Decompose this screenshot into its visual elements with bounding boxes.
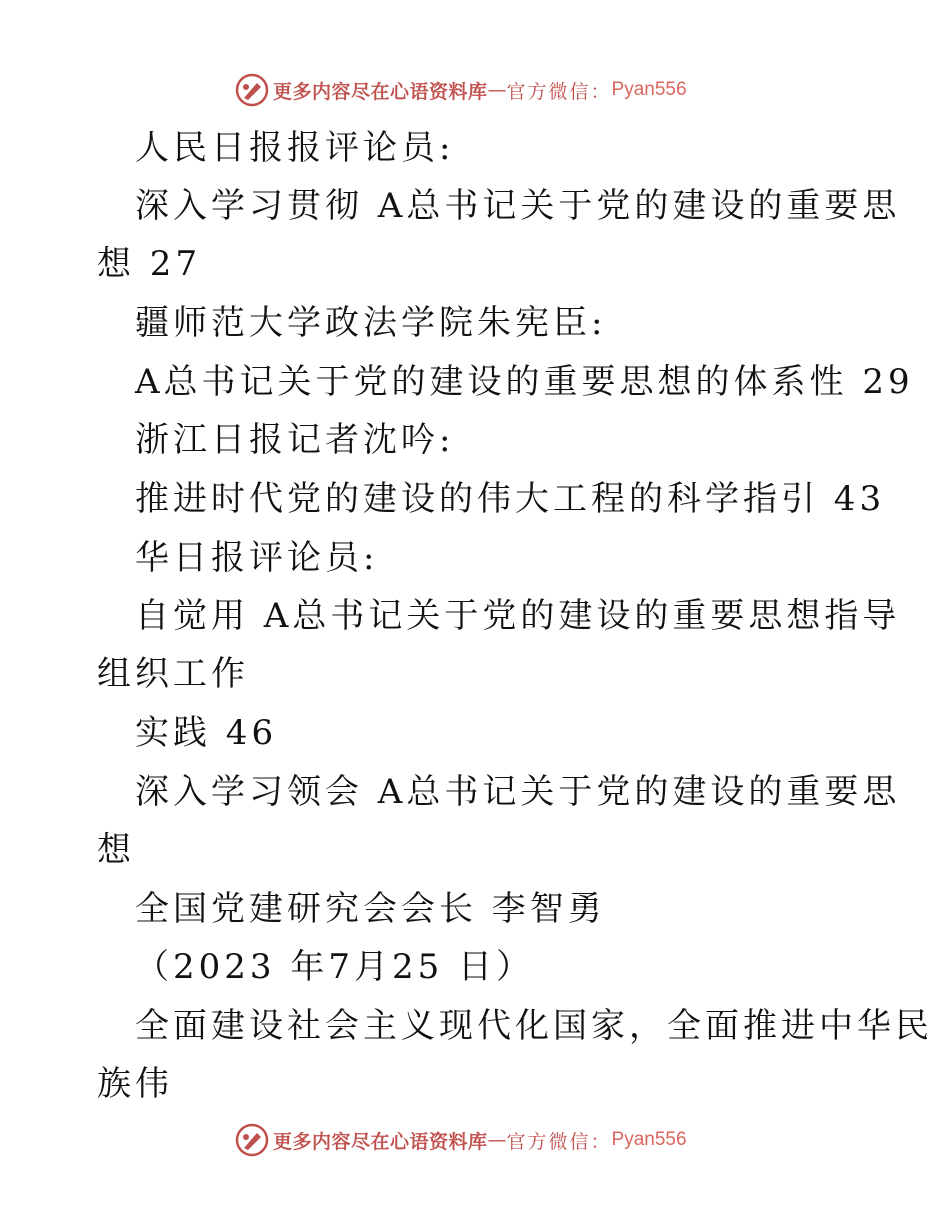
text-line: 全面建设社会主义现代化国家，全面推进中华民 <box>135 1006 933 1046</box>
text-line: 想 27 <box>97 244 202 284</box>
wechat-id: Pyan556 <box>611 1129 687 1150</box>
pen-logo-icon <box>235 73 269 107</box>
banner-separator: — <box>487 79 507 101</box>
text-line: 实践 46 <box>135 713 278 753</box>
pen-logo-icon <box>235 1123 269 1157</box>
wechat-id: Pyan556 <box>611 79 687 100</box>
header-banner <box>235 72 687 108</box>
text-line: 华日报评论员: <box>135 538 379 578</box>
text-line: 人民日报报评论员: <box>135 128 455 168</box>
wechat-label: 官方微信： <box>506 1130 612 1153</box>
text-line: 全国党建研究会会长 李智勇 <box>135 889 606 929</box>
text-line: 深入学习贯彻 A总书记关于党的建设的重要思 <box>135 186 901 226</box>
text-line: 族伟 <box>97 1064 173 1104</box>
banner-separator: — <box>487 1129 507 1151</box>
text-line: A总书记关于党的建设的重要思想的体系性 29 <box>135 362 914 402</box>
text-line: 疆师范大学政法学院朱宪臣: <box>135 303 607 343</box>
promo-text: 更多内容尽在心语资料库 <box>273 1130 488 1153</box>
text-line: 推进时代党的建设的伟大工程的科学指引 43 <box>135 479 886 519</box>
promo-text: 更多内容尽在心语资料库 <box>273 80 488 103</box>
text-line: 组织工作 <box>97 654 249 694</box>
text-line: 浙江日报记者沈吟: <box>135 420 455 460</box>
text-line: 自觉用 A总书记关于党的建设的重要思想指导 <box>135 596 901 636</box>
text-line: 想 <box>97 830 135 870</box>
text-line: 深入学习领会 A总书记关于党的建设的重要思 <box>135 772 901 812</box>
wechat-label: 官方微信： <box>506 80 612 103</box>
footer-banner <box>235 1122 687 1158</box>
text-line: （2023 年7月25 日） <box>135 947 535 987</box>
